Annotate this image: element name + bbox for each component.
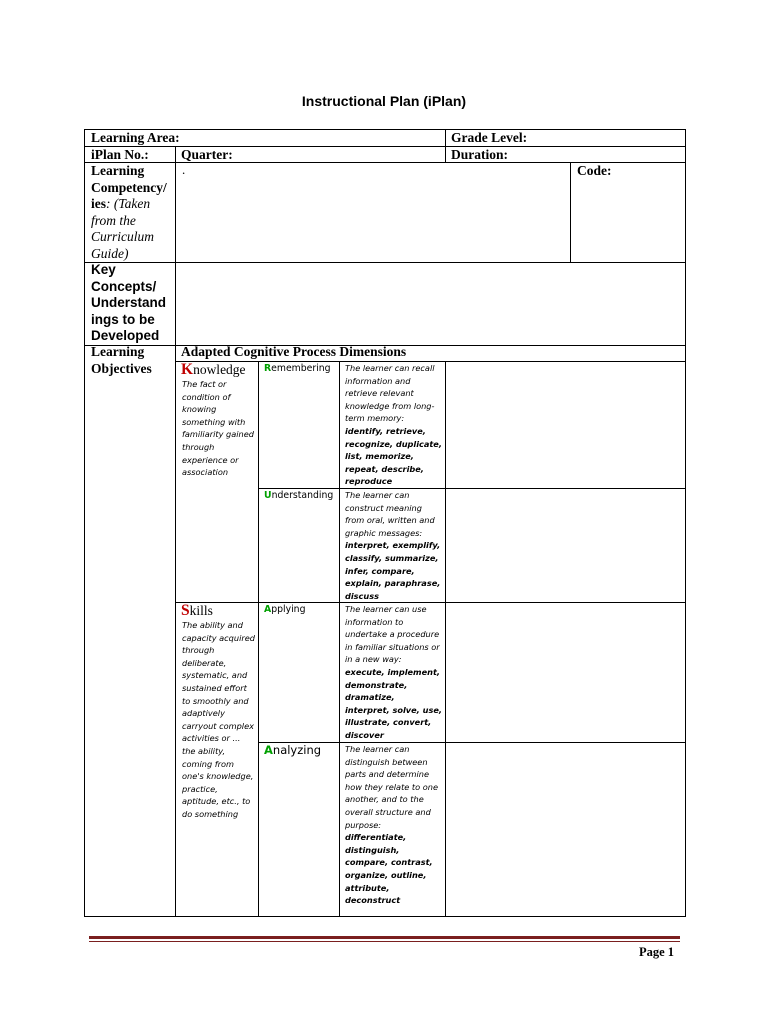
understanding-rest: nderstanding	[271, 490, 334, 501]
learning-objectives-label: Learning Objectives	[91, 344, 152, 376]
row-divider	[258, 742, 686, 743]
remembering-initial: R	[264, 363, 272, 374]
learning-area-label: Learning Area:	[91, 130, 180, 145]
analyzing-description	[345, 743, 442, 907]
iplan-no-label: iPlan No.:	[91, 147, 149, 162]
code-label: Code:	[577, 163, 612, 178]
learning-competency-label: Learning Competency/ ies	[91, 163, 167, 211]
remembering-verbs: identify, retrieve, recognize, duplicate, list, memorize, repeat, describe, reproduce	[345, 425, 442, 487]
knowledge-rest: nowledge	[193, 362, 246, 377]
remembering-description	[345, 362, 442, 488]
process-analyzing	[264, 743, 321, 757]
understanding-text: The learner can construct meaning from oral, written and graphic messages:	[345, 490, 435, 538]
learning-competency-cell	[91, 163, 173, 262]
skills-description: The ability and capacity acquired through deliberate, systematic, and sustained effort to smoothly and adaptively carryout complex activities or ... the ability, coming from one's knowledge, practice, aptitude, etc., to do something	[182, 620, 255, 819]
analyzing-text: The learner can distinguish between parts and determine how they relate to one another, and to the overall structure and purpose:	[345, 744, 438, 830]
applying-verbs: execute, implement, demonstrate, dramatize, interpret, solve, use, illustrate, convert, discover	[345, 666, 442, 740]
learning-competency-note: : (Taken from the Curriculum Guide)	[91, 196, 155, 261]
process-applying	[264, 604, 305, 615]
col-divider	[570, 162, 571, 262]
applying-rest: pplying	[271, 604, 306, 615]
col-divider	[175, 146, 176, 917]
understanding-description	[345, 489, 442, 602]
analyzing-rest: nalyzing	[272, 743, 322, 757]
applying-text: The learner can use information to undertake a procedure in familiar situations or in a new way:	[345, 604, 440, 665]
analyzing-verbs: differentiate, distinguish, compare, contrast, organize, outline, attribute, deconstruct	[345, 832, 433, 906]
page-number: Page 1	[639, 945, 675, 959]
col-divider	[445, 361, 446, 917]
applying-description	[345, 603, 442, 742]
analyzing-initial: A	[264, 743, 273, 757]
col-divider	[339, 361, 340, 917]
quarter-label: Quarter:	[181, 147, 233, 162]
applying-initial: A	[264, 604, 272, 615]
process-remembering	[264, 363, 331, 374]
col-divider	[445, 129, 446, 162]
knowledge-heading	[181, 361, 246, 379]
dimensions-header: Adapted Cognitive Process Dimensions	[181, 344, 407, 359]
col-divider	[258, 361, 259, 917]
skills-heading	[181, 602, 213, 620]
understanding-verbs: interpret, exemplify, classify, summarize, infer, compare, explain, paraphrase, discuss	[345, 540, 441, 601]
skills-initial: S	[181, 602, 190, 619]
duration-label: Duration:	[451, 147, 508, 162]
row-divider	[258, 488, 686, 489]
competency-value: .	[182, 162, 186, 177]
key-concepts-label: Key Concepts/ Understand ings to be Developed	[91, 262, 167, 343]
knowledge-description: The fact or condition of knowing something with familiarity gained through experience or association	[182, 379, 254, 478]
grade-level-label: Grade Level:	[451, 130, 528, 145]
footer-rule-thick	[89, 936, 680, 939]
skills-rest: kills	[189, 603, 213, 618]
remembering-text: The learner can recall information and retrieve relevant knowledge from long-term memory:	[345, 363, 435, 424]
understanding-initial: U	[264, 490, 272, 501]
document-title: Instructional Plan (iPlan)	[301, 93, 467, 109]
knowledge-initial: K	[181, 361, 194, 378]
process-understanding	[264, 490, 333, 501]
footer-rule-thin	[89, 941, 680, 942]
remembering-rest: emembering	[271, 363, 331, 374]
